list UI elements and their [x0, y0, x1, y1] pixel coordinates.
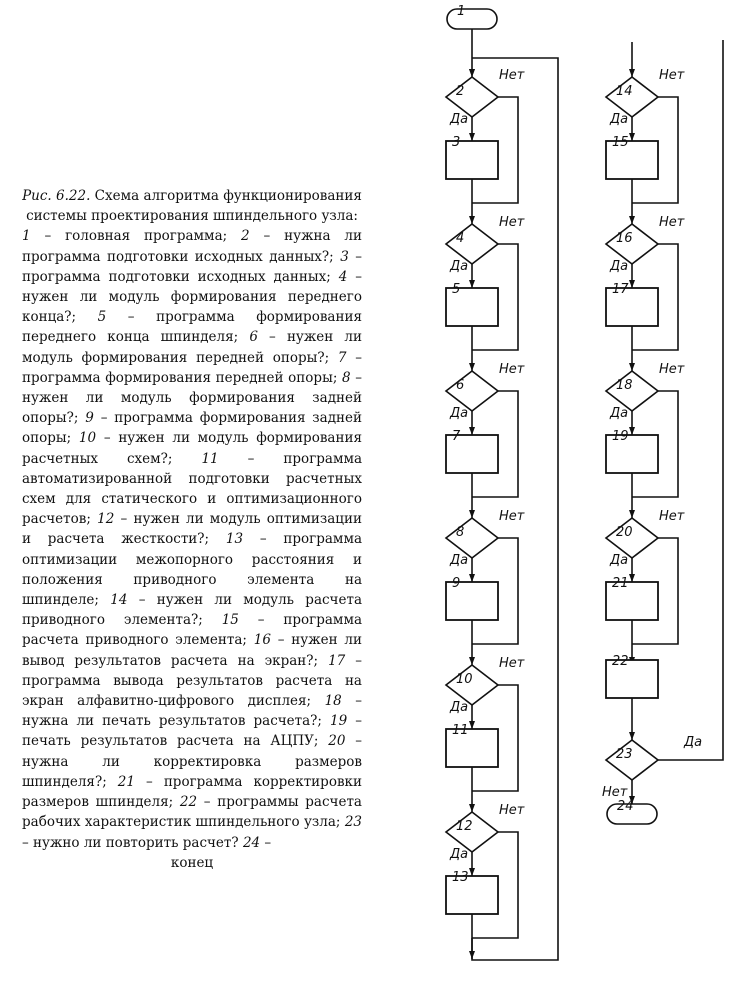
- left-process-11-number: 11: [452, 723, 469, 738]
- arrow-head: [629, 216, 635, 224]
- no-label: Нет: [659, 68, 685, 83]
- left-decision-2-number: 2: [456, 84, 465, 99]
- arrow-head: [469, 216, 475, 224]
- legend-number: 8: [342, 369, 351, 386]
- no-label: Нет: [602, 785, 628, 800]
- left-process-5-number: 5: [452, 282, 461, 297]
- yes-label: Да: [610, 112, 629, 127]
- yes-label: Да: [450, 112, 469, 127]
- legend-text: нужен ли модуль формирования переднего конца?: [22, 289, 362, 326]
- left-process-13-number: 13: [452, 870, 469, 885]
- arrow-head: [469, 574, 475, 582]
- legend-number: 22: [179, 794, 198, 811]
- arrow-head: [629, 69, 635, 77]
- right-process-21-number: 21: [612, 576, 629, 591]
- left-decision-10-number: 10: [456, 672, 473, 687]
- legend-text: программа формирования переднего конца шпинделя: [22, 309, 362, 346]
- legend-text: конец: [170, 854, 214, 871]
- arrow-head: [629, 427, 635, 435]
- process-22-number: 22: [612, 654, 629, 669]
- legend-text: программы расчета рабочих характеристик шпиндельного узла: [22, 794, 362, 831]
- no-label: Нет: [499, 803, 525, 818]
- legend-number: 20: [328, 733, 346, 750]
- arrow-head: [469, 721, 475, 729]
- arrow-head: [469, 280, 475, 288]
- right-process-19-number: 19: [612, 429, 629, 444]
- legend-number: 6: [249, 329, 258, 346]
- left-process-9-number: 9: [452, 576, 461, 591]
- legend-text: нужна ли программа подготовки исходных данных?: [22, 228, 362, 265]
- legend-text: программа формирования задней опоры: [22, 410, 363, 447]
- legend-number: 11: [201, 450, 219, 467]
- legend-number: 3: [340, 248, 349, 265]
- legend-text: нужна ли печать результатов расчета?: [22, 713, 318, 730]
- no-label: Нет: [659, 509, 685, 524]
- right-process-15-number: 15: [612, 135, 629, 150]
- caption-legend: 1 – головная программа; 2 – нужна ли программа подготовки исходных данных?; 3 – программа подготовки исходных данных; 4 – нужен ли модуль формирования переднего конца?; 5 – программа формирования переднего конца шпинделя; 6 – нужен ли модуль формирования передней опоры?; 7 – программа формирования передней опоры; 8 – нужен ли модуль формирования задней опоры?; 9 – программа формирования задней опоры; 10 – нужен ли модуль формирования расчетных схем?; 11 – программа автоматизированной подготовки расчетных схем для статического и оптимизационного расчетов; 12 – нужен ли модуль оптимизации и расчета жесткости?; 13 – программа оптимизации межопорного расстояния и положения приводного элемента на шпинделе; 14 – нужен ли модуль расчета приводного элемента?; 15 – программа расчета приводного элемента; 16 – нужен ли вывод результатов расчета на экран?; 17 – программа вывода результатов расчета на экран алфавитно-цифрового дисплея; 18 – нужна ли печать результатов расчета?; 19 – печать результатов расчета на АЦПУ; 20 – нужна ли корректировка размеров шпинделя?; 21 – программа корректировки размеров шпинделя; 22 – программы расчета рабочих характеристик шпиндельного узла; 23 – нужно ли повторить расчет? 24 –: [22, 228, 363, 851]
- figure-label: Рис. 6.22.: [22, 188, 91, 204]
- legend-text: нужен ли модуль формирования расчетных схем?: [22, 430, 362, 467]
- arrow-head: [629, 510, 635, 518]
- no-label: Нет: [499, 215, 525, 230]
- legend-number: 12: [97, 511, 115, 528]
- legend-number: 7: [337, 349, 347, 366]
- left-decision-4-number: 4: [456, 231, 465, 246]
- legend-text: нужен ли модуль расчета приводного элемента?: [22, 592, 362, 629]
- legend-number: 5: [97, 309, 107, 326]
- left-process-7-number: 7: [452, 429, 461, 444]
- start-terminal: [447, 9, 497, 29]
- arrow-head: [629, 732, 635, 740]
- legend-text: нужен ли модуль формирования задней опоры?: [22, 390, 362, 427]
- no-label: Нет: [499, 68, 525, 83]
- arrow-head: [629, 363, 635, 371]
- legend-text: нужен ли модуль формирования передней опоры?: [22, 329, 362, 366]
- legend-text: нужен ли модуль оптимизации и расчета жесткости?: [22, 511, 362, 548]
- no-label: Нет: [499, 656, 525, 671]
- end-terminal-number: 24: [617, 799, 634, 814]
- legend-number: 23: [344, 814, 362, 831]
- legend-text: печать результатов расчета на АЦПУ: [22, 733, 314, 750]
- legend-number: 2: [241, 228, 250, 245]
- yes-label: Да: [450, 700, 469, 715]
- left-decision-6-number: 6: [456, 378, 465, 393]
- legend-text: нужна ли корректировка размеров шпинделя?: [22, 753, 362, 790]
- yes-label: Да: [684, 735, 703, 750]
- legend-number: 9: [85, 410, 94, 427]
- legend-number: 18: [324, 693, 342, 710]
- right-decision-16-number: 16: [616, 231, 633, 246]
- legend-number: 15: [221, 612, 239, 629]
- yes-label: Да: [450, 553, 469, 568]
- legend-text: программа расчета приводного элемента: [22, 612, 362, 649]
- arrow-head: [469, 804, 475, 812]
- legend-number: 19: [330, 713, 348, 730]
- no-label: Нет: [659, 362, 685, 377]
- decision-23-number: 23: [616, 747, 633, 762]
- arrow-head: [629, 574, 635, 582]
- legend-number: 13: [225, 531, 244, 548]
- legend-number: 21: [117, 773, 135, 790]
- legend-text: нужно ли повторить расчет?: [33, 834, 239, 851]
- left-decision-8-number: 8: [456, 525, 465, 540]
- left-decision-4: [446, 224, 498, 264]
- legend-text: программа оптимизации межопорного расстояния и положения приводного элемента на шпинделе: [22, 531, 362, 609]
- legend-text: программа вывода результатов расчета на экран алфавитно-цифрового дисплея: [22, 672, 362, 710]
- start-terminal-number: 1: [457, 4, 466, 19]
- no-label: Нет: [499, 509, 525, 524]
- legend-text: программа автоматизированной подготовки расчетных схем для статического и оптимизационного расчетов: [22, 450, 363, 528]
- legend-text: нужен ли вывод результатов расчета на экран?: [22, 632, 362, 669]
- right-process-17-number: 17: [612, 282, 629, 297]
- right-decision-14-number: 14: [616, 84, 633, 99]
- legend-number: 14: [110, 592, 128, 609]
- arrow-head: [469, 363, 475, 371]
- legend-number: 4: [338, 268, 348, 285]
- legend-number: 10: [78, 430, 97, 447]
- legend-text: головная программа: [65, 228, 223, 245]
- right-decision-20-number: 20: [616, 525, 633, 540]
- arrow-head: [469, 427, 475, 435]
- left-decision-8: [446, 518, 498, 558]
- legend-number: 24: [242, 834, 261, 851]
- left-process-3-number: 3: [452, 135, 461, 150]
- yes-label: Да: [450, 406, 469, 421]
- legend-number: 16: [253, 632, 271, 649]
- arrow-head: [469, 510, 475, 518]
- legend-number: 1: [22, 228, 31, 245]
- left-decision-6: [446, 371, 498, 411]
- yes-label: Да: [450, 259, 469, 274]
- legend-text: программа корректировки размеров шпинделя: [22, 773, 362, 811]
- arrow-head: [629, 280, 635, 288]
- yes-label: Да: [610, 553, 629, 568]
- yes-label: Да: [450, 847, 469, 862]
- right-decision-18-number: 18: [616, 378, 633, 393]
- arrow-head: [469, 133, 475, 141]
- arrow-head: [469, 868, 475, 876]
- yes-label: Да: [610, 406, 629, 421]
- caption-title-text: Схема алгоритма функционирования системы проектирования шпиндельного узла:: [26, 188, 362, 225]
- left-decision-12-number: 12: [456, 819, 473, 834]
- left-decision-2: [446, 77, 498, 117]
- arrow-head: [469, 657, 475, 665]
- arrow-head: [629, 133, 635, 141]
- legend-text: программа формирования передней опоры: [22, 369, 333, 386]
- repeat-connector: [658, 40, 723, 760]
- arrow-head: [469, 69, 475, 77]
- yes-label: Да: [610, 259, 629, 274]
- no-label: Нет: [499, 362, 525, 377]
- no-label: Нет: [659, 215, 685, 230]
- legend-text: программа подготовки исходных данных: [22, 268, 327, 285]
- legend-number: 17: [328, 652, 346, 669]
